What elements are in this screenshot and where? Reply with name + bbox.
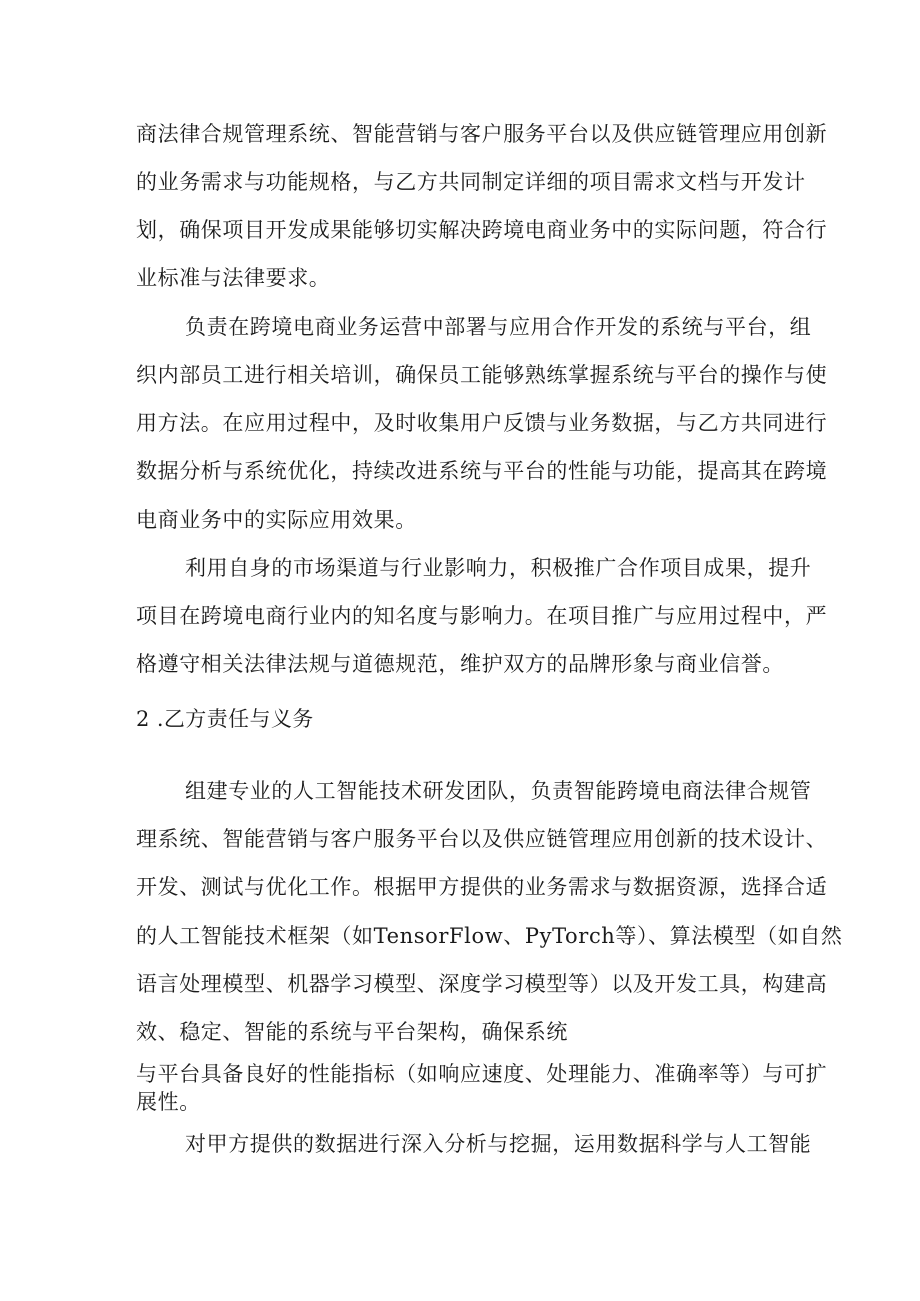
paragraph-2-line-4: 数据分析与系统优化，持续改进系统与平台的性能与功能，提高其在跨境 [136, 459, 828, 483]
paragraph-4-line-3: 开发、测试与优化工作。根据甲方提供的业务需求与数据资源，选择合适 [136, 875, 828, 899]
paragraph-2-line-2: 织内部员工进行相关培训，确保员工能够熟练掌握系统与平台的操作与使 [136, 363, 828, 387]
paragraph-4-line-4: 的人工智能技术框架（如TensorFlow、PyTorch等）、算法模型（如自然 [136, 924, 843, 948]
paragraph-3-line-3: 格遵守相关法律法规与道德规范，维护双方的品牌形象与商业信誉。 [136, 652, 784, 676]
paragraph-1-line-3: 划，确保项目开发成果能够切实解决跨境电商业务中的实际问题，符合行 [136, 218, 828, 242]
paragraph-1-line-4: 业标准与法律要求。 [136, 266, 331, 290]
paragraph-4-line-8: 展性。 [136, 1090, 201, 1114]
paragraph-2-line-5: 电商业务中的实际应用效果。 [136, 508, 417, 532]
paragraph-4-line-2: 理系统、智能营销与客户服务平台以及供应链管理应用创新的技术设计、 [136, 827, 828, 851]
paragraph-4-line-7: 与平台具备良好的性能指标（如响应速度、处理能力、准确率等）与可扩 [136, 1062, 828, 1086]
paragraph-3-line-1: 利用自身的市场渠道与行业影响力，积极推广合作项目成果，提升 [185, 556, 812, 580]
paragraph-2-line-1: 负责在跨境电商业务运营中部署与应用合作开发的系统与平台，组 [185, 315, 812, 339]
paragraph-4-line-6: 效、稳定、智能的系统与平台架构，确保系统 [136, 1020, 568, 1044]
paragraph-1-line-1: 商法律合规管理系统、智能营销与客户服务平台以及供应链管理应用创新 [136, 122, 828, 146]
paragraph-5-line-1: 对甲方提供的数据进行深入分析与挖掘，运用数据科学与人工智能 [185, 1132, 812, 1156]
paragraph-3-line-2: 项目在跨境电商行业内的知名度与影响力。在项目推广与应用过程中，严 [136, 604, 828, 628]
paragraph-2-line-3: 用方法。在应用过程中，及时收集用户反馈与业务数据，与乙方共同进行 [136, 411, 828, 435]
paragraph-1-line-2: 的业务需求与功能规格，与乙方共同制定详细的项目需求文档与开发计 [136, 170, 806, 194]
section-heading: 2 .乙方责任与义务 [136, 707, 314, 731]
paragraph-4-line-5: 语言处理模型、机器学习模型、深度学习模型等）以及开发工具，构建高 [136, 972, 828, 996]
paragraph-4-line-1: 组建专业的人工智能技术研发团队，负责智能跨境电商法律合规管 [185, 779, 812, 803]
